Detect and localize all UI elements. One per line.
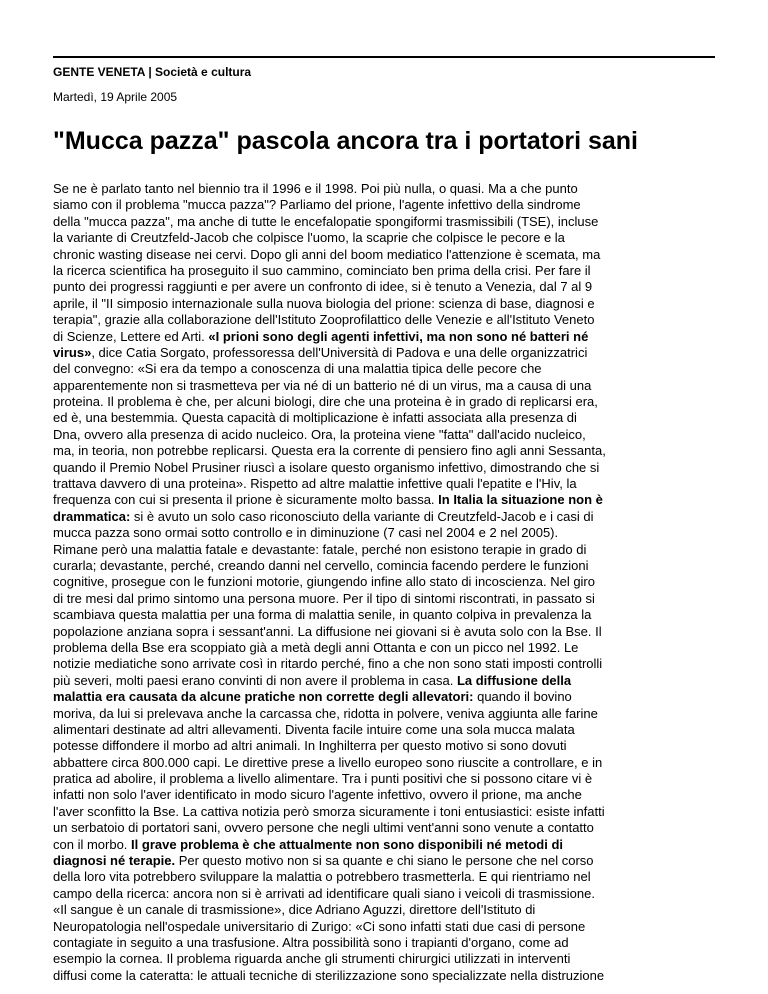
text-run: Dna, ovvero alla presenza di acido nucleico. Ora, la proteina viene "fatta" dall'acido nucleico,: [53, 426, 586, 442]
article-line: [53, 591, 715, 607]
text-run: Neuropatologia nell'ospedale universitario di Zurigo: «Ci sono infatti stati due casi di persone: [53, 918, 586, 934]
article-line: [53, 361, 715, 377]
text-run: scambiava questa malattia per una forma di malattia senile, in quanto colpiva in prevalenza la: [53, 607, 592, 623]
article-title: "Mucca pazza" pascola ancora tra i portatori sani: [53, 127, 638, 155]
text-run: chronic wasting disease nei cervi. Dopo gli anni del boom mediatico l'attenzione è scemata, ma: [53, 246, 601, 262]
text-run: infatti non solo l'aver identificato in modo sicuro l'agente infettivo, ovvero il prione, ma anche: [53, 787, 582, 803]
article-line: [53, 738, 715, 754]
text-run: apparentemente non si trasmetteva per via né di un batterio né di un virus, ma a causa di una: [53, 377, 592, 393]
article-line: [53, 624, 715, 640]
article-line: [53, 542, 715, 558]
text-run: Se ne è parlato tanto nel biennio tra il 1996 e il 1998. Poi più nulla, o quasi. Ma a che punto: [53, 181, 578, 196]
bold-text: «I prioni sono degli agenti infettivi, ma non sono né batteri né: [208, 328, 589, 344]
article-line: [53, 919, 715, 935]
text-run: di Scienze, Lettere ed Arti.: [53, 328, 209, 344]
text-run: esempio la cornea. Il problema riguarda anche gli strumenti chirurgici utilizzati in interventi: [53, 951, 571, 967]
text-run: proteina. Il problema è che, per alcuni biologi, dire che una proteina è in grado di replicarsi era,: [53, 394, 598, 410]
article-line: [53, 509, 715, 525]
article-line: [53, 525, 715, 541]
article-line: [53, 197, 715, 213]
article-line: [53, 394, 715, 410]
text-run: popolazione anziana sopra i sessant'anni. La diffusione nei giovani si è avuta solo con la Bse. Il: [53, 623, 602, 639]
article-line: [53, 706, 715, 722]
publication-header: GENTE VENETA | Società e cultura: [53, 65, 252, 79]
article-line: [53, 722, 715, 738]
article-line: [53, 476, 715, 492]
article-line: [53, 263, 715, 279]
article-line: [53, 951, 715, 967]
text-run: l'aver sconfitto la Bse. La cattiva notizia però smorza sicuramente i toni entusiastici: esiste infatti: [53, 803, 605, 819]
article-line: [53, 771, 715, 787]
text-run: la variante di Creutzfeld-Jacob che colpisce l'uomo, la scaprie che colpisce le pecore e la: [53, 230, 565, 246]
article-line: [53, 427, 715, 443]
article-line: [53, 214, 715, 230]
text-run: problema della Bse era scoppiato già a metà degli anni Ottanta e con un picco nel 1992. Le: [53, 639, 579, 655]
article-line: [53, 804, 715, 820]
text-run: ma, in teoria, non potrebbe replicarsi. Questa era la corrente di pensiero fino agli anni Sessanta,: [53, 443, 606, 459]
article-date: Martedì, 19 Aprile 2005: [53, 90, 178, 104]
text-run: ed è, una bestemmia. Questa capacità di moltiplicazione è infatti associata alla presenza di: [53, 410, 577, 426]
text-run: campo della ricerca: ancora non si è arrivati ad identificare quali siano i veicoli di trasmissione.: [53, 885, 595, 901]
article-line: [53, 689, 715, 705]
text-run: cognitive, prosegue con le funzioni motorie, giungendo infine allo stato di incoscienza. Nel giro: [53, 574, 595, 590]
text-run: punto dei progressi raggiunti e per avere un confronto di idee, si è tenuto a Venezia, dal 7 al 9: [53, 279, 593, 295]
text-run: con il morbo.: [53, 836, 132, 852]
bold-text: diagnosi né terapie.: [53, 853, 176, 869]
article-line: [53, 755, 715, 771]
bold-text: Il grave problema è che attualmente non sono disponibili né metodi di: [131, 836, 563, 852]
article-line: [53, 935, 715, 951]
article-line: [53, 902, 715, 918]
text-run: più severi, molti paesi erano convinti di non avere il problema in casa.: [53, 672, 457, 688]
text-run: del convegno: «Si era da tempo a conoscenza di una malattia tipica delle pecore che: [53, 361, 542, 377]
article-line: [53, 787, 715, 803]
text-run: contagiate in seguito a una trasfusione. Altra possibilità sono i trapianti d'organo, come ad: [53, 934, 569, 950]
text-run: Rimane però una malattia fatale e devastante: fatale, perché non esistono terapie in grado di: [53, 541, 587, 557]
text-run: di tre mesi dal primo sintomo una persona muore. Per il tipo di sintomi riscontrati, in passato si: [53, 590, 595, 606]
article-line: [53, 558, 715, 574]
bold-text: In Italia la situazione non è: [438, 492, 603, 508]
article-line: [53, 886, 715, 902]
text-run: quando il bovino: [473, 689, 572, 705]
article-line: [53, 410, 715, 426]
article-line: [53, 837, 715, 853]
text-run: potesse diffondere il morbo ad altri animali. In Inghilterra per questo motivo si sono dovuti: [53, 738, 567, 754]
text-run: terapia", grazie alla collaborazione dell'Istituto Zooprofilattico delle Venezie e all'Istituto Veneto: [53, 312, 595, 328]
text-run: aprile, il "II simposio internazionale sulla nuova biologia del prione: scienza di base, diagnosi e: [53, 295, 595, 311]
text-run: trattava davvero di una proteina». Rispetto ad altre malattie infettive quali l'epatite e l'Hiv, la: [53, 476, 577, 492]
text-run: «Il sangue è un canale di trasmissione», dice Adriano Aguzzi, direttore dell'Istituto di: [53, 902, 536, 918]
text-run: pratica ad abolire, il problema a livello alimentare. Tra i punti positivi che si possono citare vi è: [53, 771, 593, 787]
bold-text: malattia era causata da alcune pratiche non corrette degli allevatori:: [53, 689, 474, 705]
bold-text: drammatica:: [53, 508, 131, 524]
text-run: moriva, da lui si prelevava anche la carcassa che, ridotta in polvere, veniva aggiunta alle farine: [53, 705, 598, 721]
article-line: [53, 656, 715, 672]
text-run: alimentari destinate ad altri allevamenti. Diventa facile intuire come una sola mucca malata: [53, 721, 575, 737]
text-run: la ricerca scientifica ha proseguito il suo cammino, cominciato ben prima della crisi. Per fare il: [53, 262, 591, 278]
text-run: abbattere circa 800.000 capi. Le direttive prese a livello europeo sono riuscite a controllare, e in: [53, 754, 603, 770]
article-line: [53, 460, 715, 476]
text-run: della loro vita potrebbero sviluppare la malattia o potrebbero trasmetterla. E qui rientriamo nel: [53, 869, 591, 885]
article-line: [53, 574, 715, 590]
article-line: [53, 673, 715, 689]
article-line: [53, 329, 715, 345]
text-run: notizie mediatiche sono arrivate così in ritardo perché, fino a che non sono stati imposti controlli: [53, 656, 603, 672]
text-run: curarla; devastante, perché, creando danni nel cervello, comincia facendo perdere le funzioni: [53, 557, 589, 573]
text-run: mucca pazza sono ormai sotto controllo e in diminuzione (7 casi nel 2004 e 2 nel 2005).: [53, 525, 559, 541]
text-run: Per questo motivo non si sa quante e chi siano le persone che nel corso: [175, 853, 594, 869]
bold-text: La diffusione della: [456, 672, 572, 688]
text-run: quando il Premio Nobel Prusiner riuscì a isolare questo organismo infettivo, dimostrando che si: [53, 459, 600, 475]
text-run: si è avuto un solo caso riconosciuto della variante di Creutzfeld-Jacob e i casi di: [130, 508, 594, 524]
article-line: [53, 296, 715, 312]
article-line: [53, 345, 715, 361]
article-line: [53, 230, 715, 246]
article-line: [53, 443, 715, 459]
text-run: frequenza con cui si presenta il prione è sicuramente molto bassa.: [53, 492, 439, 508]
article-line: [53, 279, 715, 295]
article-line: [53, 378, 715, 394]
text-run: un serbatoio di portatori sani, ovvero persone che negli ultimi vent'anni sono venute a contatto: [53, 820, 594, 836]
article-line: [53, 181, 715, 197]
article-line: [53, 853, 715, 869]
article-line: [53, 869, 715, 885]
article-line: [53, 607, 715, 623]
text-run: siamo con il problema "mucca pazza"? Parliamo del prione, l'agente infettivo della sindrome: [53, 197, 581, 213]
text-run: diffusi come la cateratta: le attuali tecniche di sterilizzazione sono specializzate nella distruzione: [53, 967, 605, 983]
top-rule: [53, 56, 715, 58]
article-line: [53, 968, 715, 984]
article-line: [53, 312, 715, 328]
article-line: [53, 820, 715, 836]
text-run: della "mucca pazza", ma anche di tutte le encefalopatie spongiformi trasmissibili (TSE), incluse: [53, 213, 599, 229]
article-line: [53, 492, 715, 508]
article-line: [53, 640, 715, 656]
article-body: [53, 181, 715, 984]
article-line: [53, 247, 715, 263]
bold-text: virus»: [53, 344, 92, 360]
text-run: , dice Catia Sorgato, professoressa dell'Università di Padova e una delle organizzatrici: [91, 344, 588, 360]
